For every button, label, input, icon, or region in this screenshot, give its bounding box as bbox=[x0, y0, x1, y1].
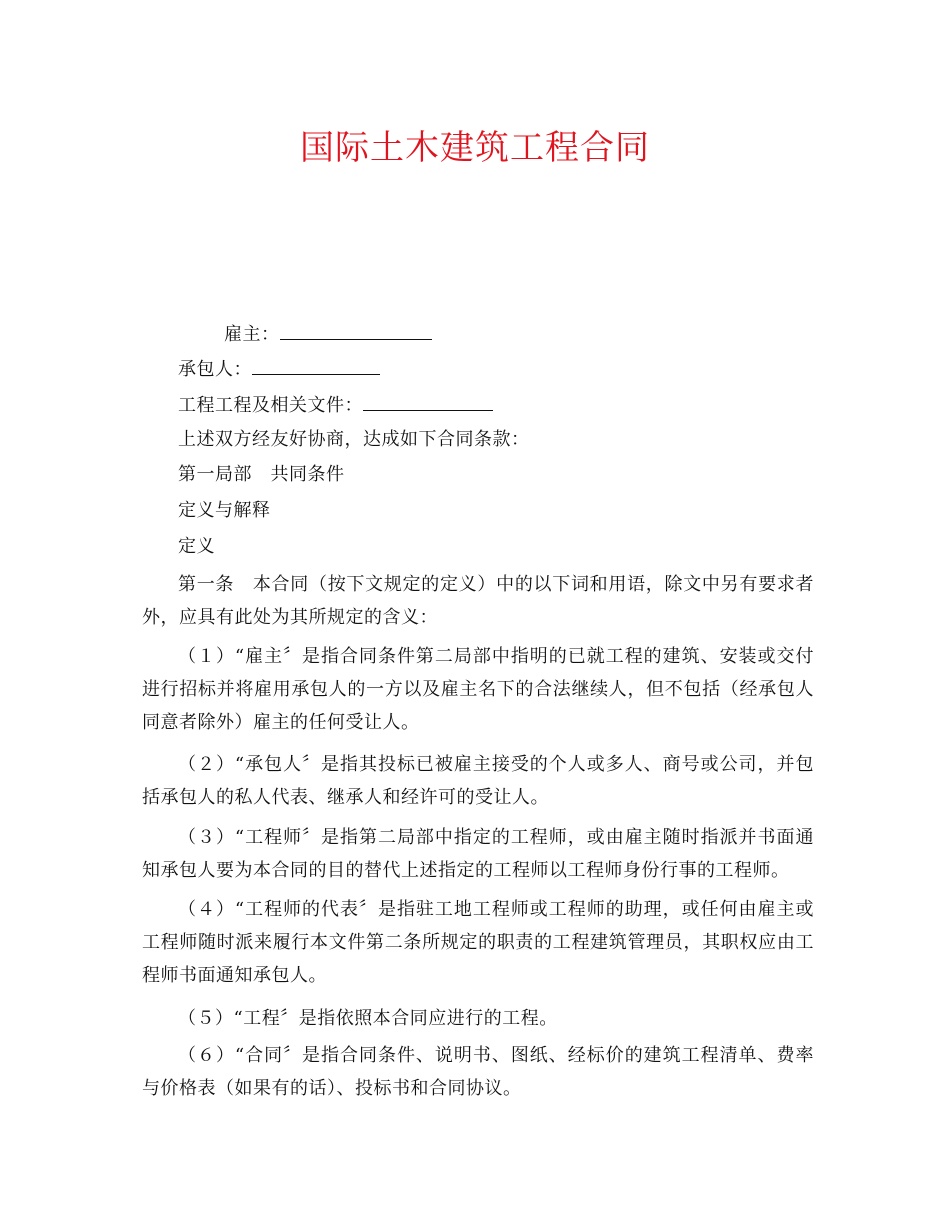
subsection-heading: 定义 bbox=[178, 536, 215, 557]
project-field bbox=[178, 392, 493, 418]
definition-item-6: （６）“合同〞是指合同条件、说明书、图纸、经标价的建筑工程清单、费率与价格表（如果有的话）、投标书和合同协议。 bbox=[142, 1045, 814, 1099]
section-heading: 定义与解释 bbox=[178, 500, 271, 521]
article-1: 第一条 本合同（按下文规定的定义）中的以下词和用语，除文中另有要求者外，应具有此处为其所规定的含义： bbox=[142, 574, 814, 628]
definition-item-3: （３）“工程师〞是指第二局部中指定的工程师，或由雇主随时指派并书面通知承包人要为本合同的目的替代上述指定的工程师以工程师身份行事的工程师。 bbox=[142, 827, 814, 881]
project-blank bbox=[363, 392, 493, 411]
contractor-label: 承包人： bbox=[178, 359, 252, 380]
definition-item-2: （２）“承包人〞是指其投标已被雇主接受的个人或多人、商号或公司，并包括承包人的私人代表、继承人和经许可的受让人。 bbox=[142, 754, 814, 808]
document-title: 国际土木建筑工程合同 bbox=[300, 128, 650, 168]
definition-item-5: （５）“工程〞是指依照本合同应进行的工程。 bbox=[178, 1008, 558, 1029]
employer-field bbox=[224, 321, 432, 347]
part-heading: 第一局部 共同条件 bbox=[178, 464, 345, 485]
employer-blank bbox=[280, 321, 432, 340]
definition-item-4: （４）“工程师的代表〞是指驻工地工程师或工程师的助理，或任何由雇主或工程师随时派来履行本文件第二条所规定的职责的工程建筑管理员，其职权应由工程师书面通知承包人。 bbox=[142, 899, 814, 986]
project-label: 工程工程及相关文件： bbox=[178, 395, 363, 416]
contractor-blank bbox=[252, 356, 380, 375]
definition-item-1: （１）“雇主〞是指合同条件第二局部中指明的已就工程的建筑、安装或交付进行招标并将雇用承包人的一方以及雇主名下的合法继续人，但不包括（经承包人同意者除外）雇主的任何受让人。 bbox=[142, 646, 814, 733]
intro-text: 上述双方经友好协商，达成如下合同条款： bbox=[178, 429, 530, 450]
employer-label: 雇主： bbox=[224, 324, 280, 345]
contractor-field bbox=[178, 356, 380, 382]
